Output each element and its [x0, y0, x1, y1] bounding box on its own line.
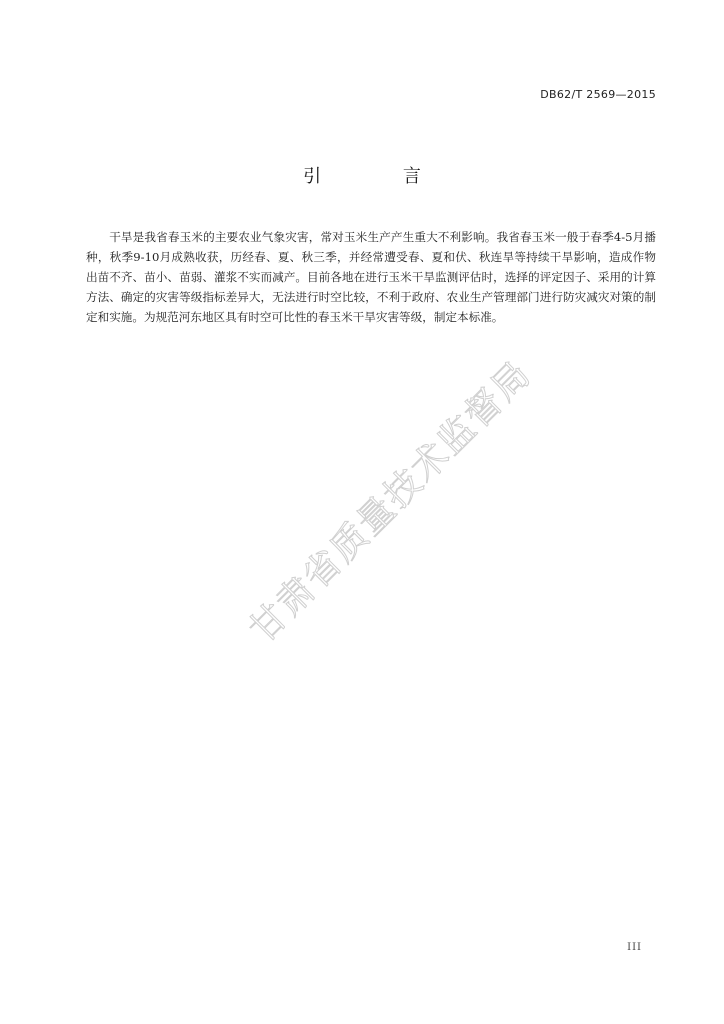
intro-paragraph: 干旱是我省春玉米的主要农业气象灾害，常对玉米生产产生重大不利影响。我省春玉米一般于春季4-5月播种，秋季9-10月成熟收获，历经春、夏、秋三季，并经常遭受春、夏和伏、秋连旱等持续干旱影响，造成作物出苗不齐、苗小、苗弱、灌浆不实而减产。目前各地在进行玉米干旱监测评估时，选择的评定因子、采用的计算方法、确定的灾害等级指标差异大，无法进行时空比较，不利于政府、农业生产管理部门进行防灾减灾对策的制定和实施。为规范河东地区具有时空可比性的春玉米干旱灾害等级，制定本标准。 — [86, 230, 656, 324]
page-number: III — [627, 942, 642, 953]
watermark-text: 甘肃省质量技术监督局 — [241, 353, 540, 651]
page-title: 引 言 — [303, 166, 459, 187]
standard-code: DB62/T 2569—2015 — [540, 88, 656, 101]
